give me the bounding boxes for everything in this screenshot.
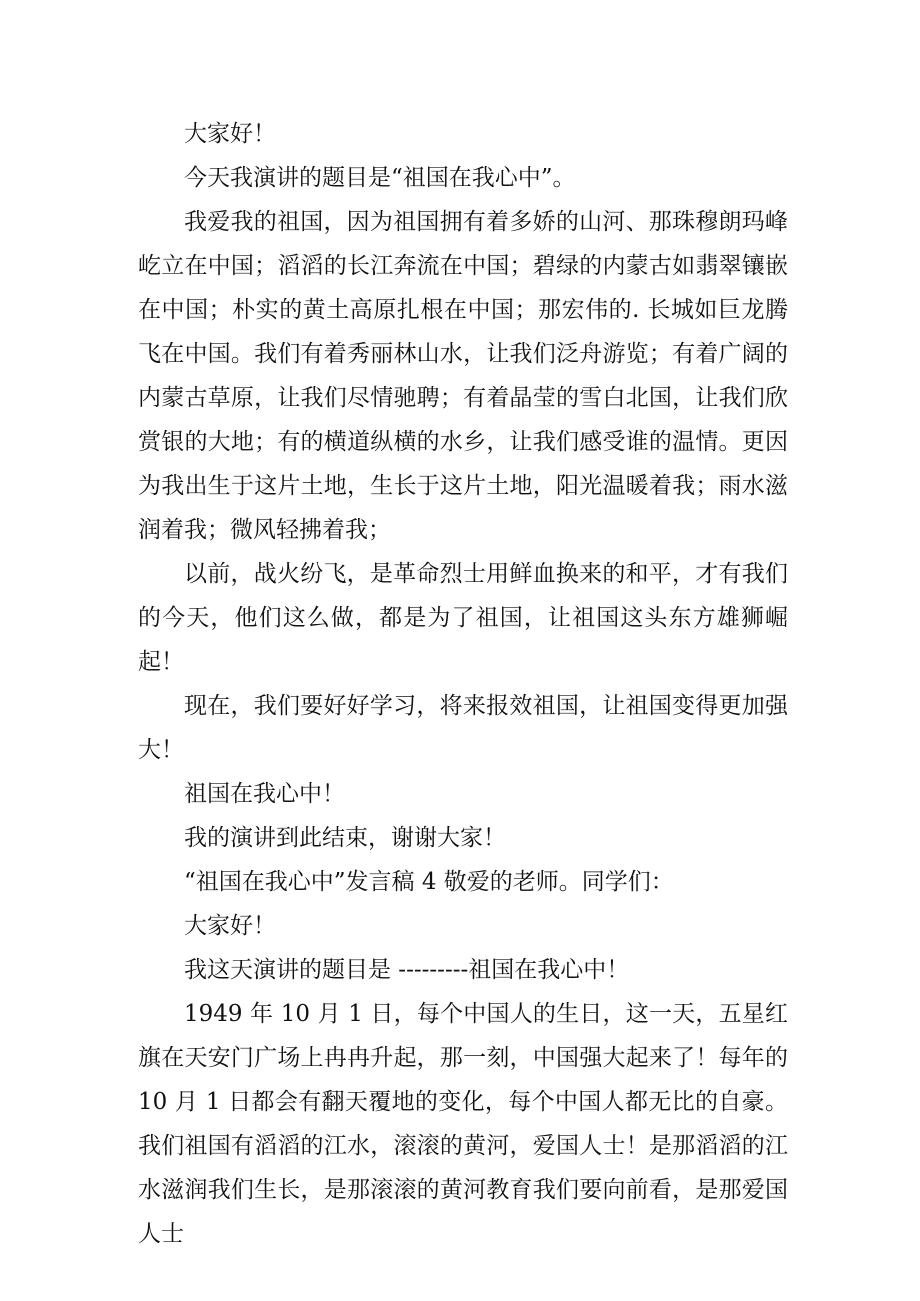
paragraph-topic: 今天我演讲的题目是“祖国在我心中”。 [184,165,576,191]
paragraph-motherland-in-heart: 祖国在我心中！ [184,781,345,807]
document-body [138,112,788,1256]
paragraph-present: 现在，我们要好好学习，将来报效祖国，让祖国变得更加强大！ [138,693,788,763]
paragraph-1949: 1949 年 10 月 1 日，每个中国人的生日，这一天，五星红旗在天安门广场上冉冉升起，那一刻，中国强大起来了！每年的 10 月 1 日都会有翻天覆地的变化，每个中国人都无比的自豪。我们祖国有滔滔的江水，滚滚的黄河，爱国人士！是那滔滔的江水滋润我们生长，是那滚滚的黄河教育我们要向前看，是那爱国人士 [138,1001,788,1247]
paragraph-speech-4-title: “祖国在我心中”发言稿 4 敬爱的老师。同学们： [184,869,674,895]
paragraph-greeting-2: 大家好！ [184,913,276,939]
paragraph-closing: 我的演讲到此结束，谢谢大家！ [184,825,506,851]
paragraph-past: 以前，战火纷飞，是革命烈士用鲜血换来的和平，才有我们的今天，他们这么做，都是为了祖国，让祖国这头东方雄狮崛起！ [138,561,788,675]
paragraph-love-motherland: 我爱我的祖国，因为祖国拥有着多娇的山河、那珠穆朗玛峰屹立在中国；滔滔的长江奔流在中国；碧绿的内蒙古如翡翠镶嵌在中国；朴实的黄土高原扎根在中国；那宏伟的. 长城如巨龙腾飞在中国。我们有着秀丽林山水，让我们泛舟游览；有着广阔的内蒙古草原，让我们尽情驰聘；有着晶莹的雪白北国，让我们欣赏银的大地；有的横道纵横的水乡，让我们感受谁的温情。更因为我出生于这片土地，生长于这片土地，阳光温暖着我；雨水滋润着我；微风轻拂着我； [138,209,788,543]
paragraph-topic-2: 我这天演讲的题目是 ---------祖国在我心中！ [184,957,630,983]
paragraph-greeting: 大家好！ [184,121,276,147]
